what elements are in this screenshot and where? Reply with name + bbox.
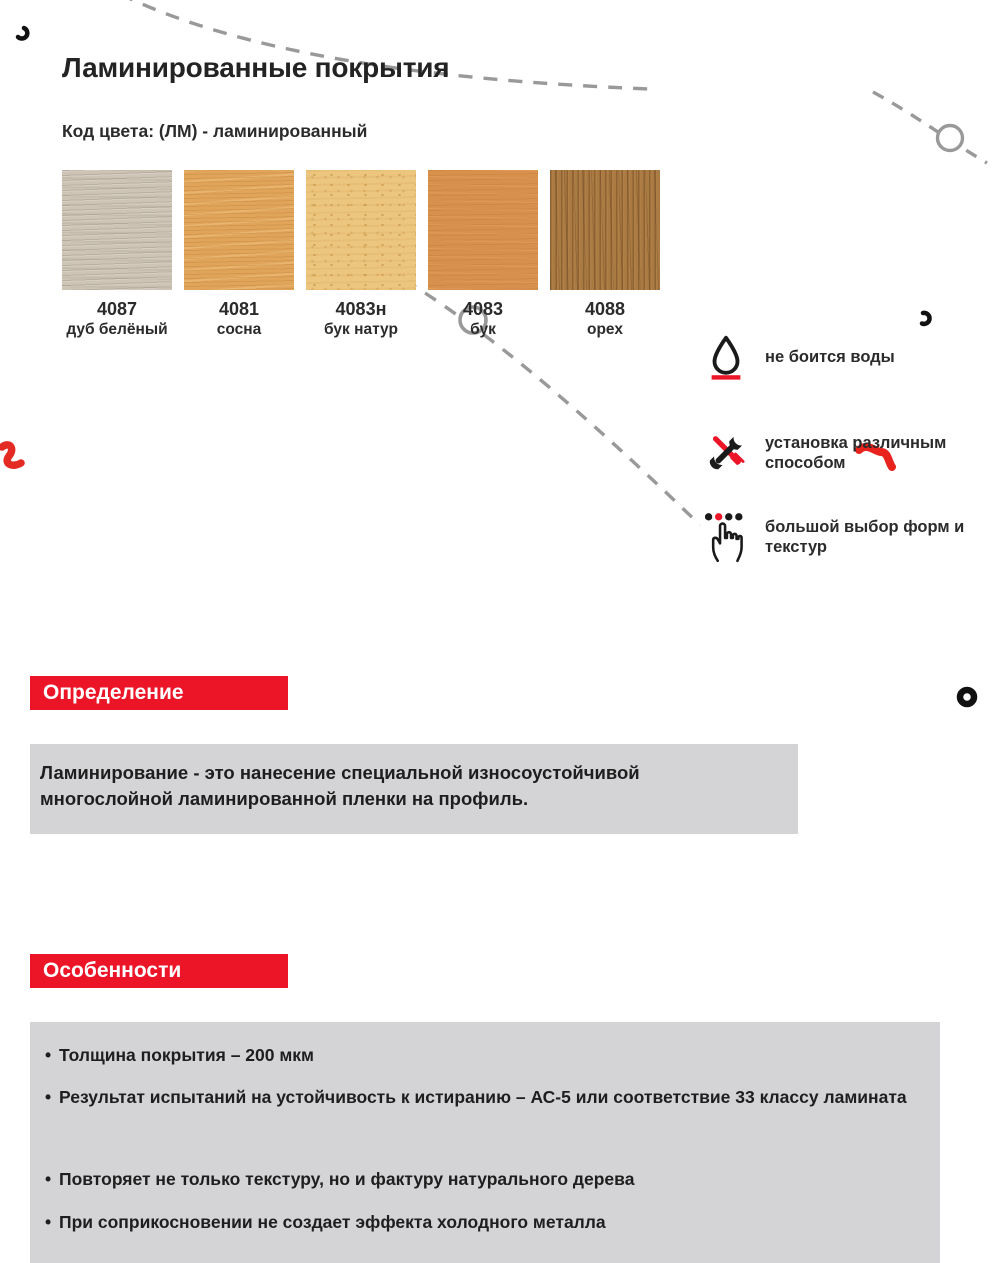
features-panel bbox=[30, 1022, 940, 1263]
feature-choice bbox=[704, 511, 1000, 563]
bullet-dot: • bbox=[45, 1169, 52, 1190]
page-title: Ламинированные покрытия bbox=[62, 52, 450, 83]
comma-mark-topleft bbox=[18, 28, 27, 39]
subtitle-code: (ЛМ) bbox=[158, 121, 198, 141]
wood-swatch-image bbox=[550, 170, 660, 290]
bullet-text: Толщина покрытия – 200 мкм bbox=[59, 1045, 315, 1066]
swatch-cell bbox=[184, 170, 294, 339]
swatch-code: 4083н bbox=[335, 299, 387, 319]
color-code-subtitle bbox=[62, 121, 1000, 142]
bullet-dot: • bbox=[45, 1045, 52, 1066]
swatch-code: 4088 bbox=[584, 299, 626, 319]
definition-panel bbox=[30, 744, 798, 834]
swatch-cell bbox=[306, 170, 416, 339]
feature-bullet bbox=[45, 1166, 634, 1193]
bullet-text: Повторяет не только текстуру, но и фактуру натурального дерева bbox=[59, 1169, 635, 1190]
feature-bullet bbox=[45, 1209, 606, 1236]
swatch-cell bbox=[428, 170, 538, 339]
bullet-text: При соприкосновении не создает эффекта холодного металла bbox=[59, 1212, 606, 1233]
wrench-screwdriver-icon bbox=[704, 434, 748, 472]
bullet-dot: • bbox=[45, 1087, 52, 1108]
swatch-cell bbox=[62, 170, 172, 339]
red-squiggle-left bbox=[2, 445, 21, 465]
swatch-row bbox=[62, 170, 1000, 339]
feature-bullet bbox=[45, 1042, 314, 1069]
feature-bullet bbox=[45, 1084, 907, 1111]
subtitle-suffix: - ламинированный bbox=[197, 121, 368, 141]
swatch-cell bbox=[550, 170, 660, 339]
swatch-code: 4081 bbox=[218, 299, 260, 319]
bullet-dot: • bbox=[45, 1212, 52, 1233]
feature-label: установка различным способом bbox=[765, 434, 947, 473]
features-heading: Особенности bbox=[43, 959, 182, 983]
definition-heading: Определение bbox=[43, 681, 184, 705]
swatch-name: бук натур bbox=[324, 321, 398, 338]
features-heading-banner bbox=[30, 954, 288, 988]
swatch-code: 4083 bbox=[462, 299, 504, 319]
swatch-name: бук bbox=[470, 321, 496, 338]
wood-swatch-image bbox=[428, 170, 538, 290]
feature-label: большой выбор форм и текстур bbox=[765, 518, 965, 557]
feature-water bbox=[704, 334, 1000, 380]
swatch-name: орех bbox=[587, 321, 623, 338]
donut-mark-bottomright bbox=[960, 690, 974, 704]
feature-label: не боится воды bbox=[765, 347, 895, 366]
wood-swatch-image bbox=[62, 170, 172, 290]
swatch-name: сосна bbox=[216, 321, 262, 338]
feature-install bbox=[704, 433, 1000, 473]
wood-swatch-image bbox=[306, 170, 416, 290]
definition-text: Ламинирование - это нанесение специальной износоустойчивой многослойной ламинированной пленки на профиль. bbox=[40, 762, 640, 810]
definition-heading-banner bbox=[30, 676, 288, 710]
hand-tap-icon bbox=[704, 511, 748, 563]
bullet-text: Результат испытаний на устойчивость к истиранию – АС-5 или соответствие 33 классу ламината bbox=[59, 1087, 907, 1108]
water-drop-icon bbox=[704, 334, 748, 380]
subtitle-prefix: Код цвета: bbox=[62, 121, 159, 141]
swatch-name: дуб белёный bbox=[66, 321, 168, 338]
swatch-code: 4087 bbox=[96, 299, 138, 319]
wood-swatch-image bbox=[184, 170, 294, 290]
